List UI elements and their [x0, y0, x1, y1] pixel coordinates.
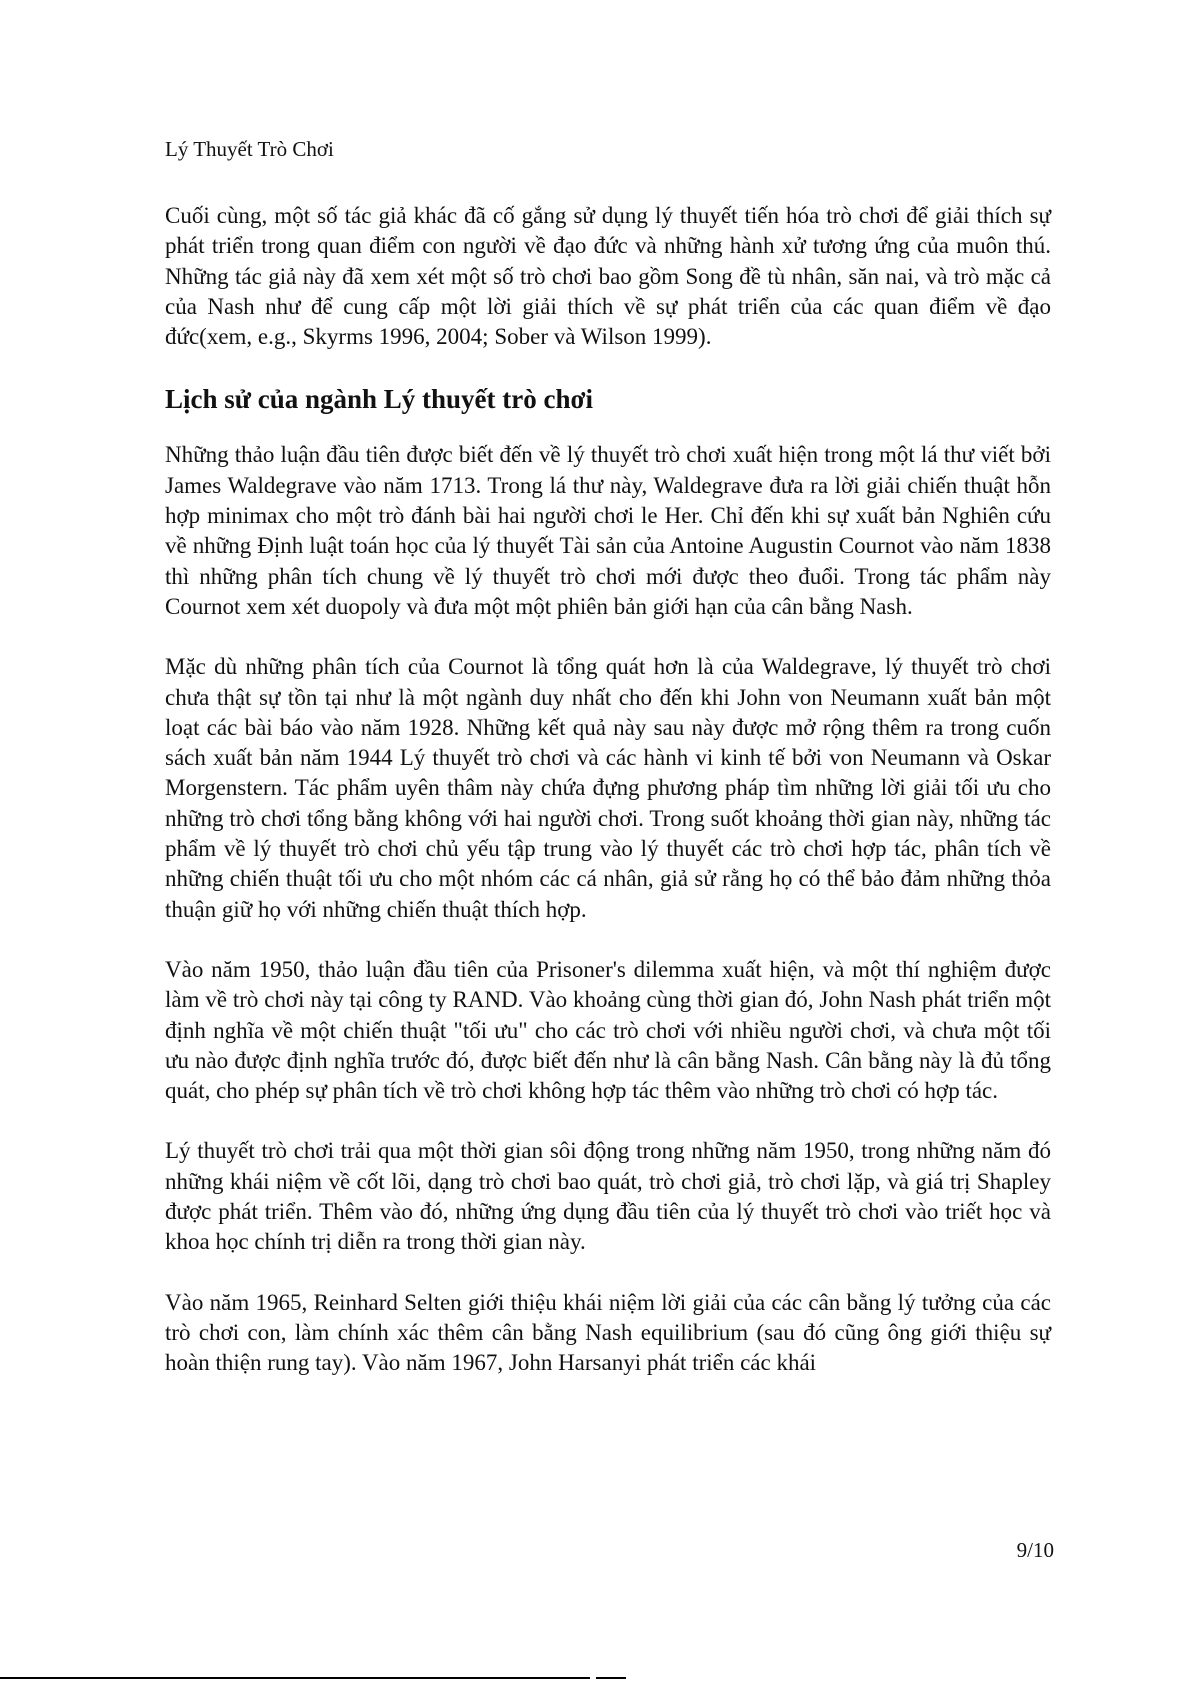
footer-rule [0, 1677, 590, 1679]
running-header: Lý Thuyết Trò Chơi [165, 137, 334, 161]
paragraph-ethics-evolution: Cuối cùng, một số tác giả khác đã cố gắng sử dụng lý thuyết tiến hóa trò chơi để giải thích sự phát triển trong quan điểm con người về đạo đức và những hành xử tương ứng của muôn thú. Những tác giả này đã xem xét một số trò chơi bao gồm Song đề tù nhân, săn nai, và trò mặc cả của Nash như để cung cấp một lời giải thích về sự phát triển của các quan điểm về đạo đức(xem, e.g., Skyrms 1996, 2004; Sober và Wilson 1999). [165, 203, 1051, 350]
paragraph-nash-1950: Vào năm 1950, thảo luận đầu tiên của Prisoner's dilemma xuất hiện, và một thí nghiệm được làm về trò chơi này tại công ty RAND. Vào khoảng cùng thời gian đó, John Nash phát triển một định nghĩa về một chiến thuật "tối ưu" cho các trò chơi với nhiều người chơi, và chưa một tối ưu nào được định nghĩa trước đó, được biết đến như là cân bằng Nash. Cân bằng này là đủ tổng quát, cho phép sự phân tích về trò chơi không hợp tác thêm vào những trò chơi có hợp tác. [165, 956, 1051, 1104]
page-number: 9/10 [1016, 1538, 1054, 1562]
paragraph-von-neumann: Mặc dù những phân tích của Cournot là tổng quát hơn là của Waldegrave, lý thuyết trò chơi chưa thật sự tồn tại như là một ngành duy nhất cho đến khi John von Neumann xuất bản một loạt các bài báo vào năm 1928. Những kết quả này sau này được mở rộng thêm ra trong cuốn sách xuất bản năm 1944 Lý thuyết trò chơi và các hành vi kinh tế bởi von Neumann và Oskar Morgenstern. Tác phẩm uyên thâm này chứa đựng phương pháp tìm những lời giải tối ưu cho những trò chơi tổng bằng không với hai người chơi. Trong suốt khoảng thời gian này, những tác phẩm về lý thuyết trò chơi chủ yếu tập trung vào lý thuyết các trò chơi hợp tác, phân tích về những chiến thuật tối ưu cho một nhóm các cá nhân, giả sử rằng họ có thể bảo đảm những thỏa thuận giữ họ với những chiến thuật thích hợp. [165, 654, 1051, 922]
paragraph-early-history: Những thảo luận đầu tiên được biết đến về lý thuyết trò chơi xuất hiện trong một lá thư viết bởi James Waldegrave vào năm 1713. Trong lá thư này, Waldegrave đưa ra lời giải chiến thuật hỗn hợp minimax cho một trò đánh bài hai người chơi le Her. Chỉ đến khi sự xuất bản Nghiên cứu về những Định luật toán học của lý thuyết Tài sản của Antoine Augustin Cournot vào năm 1838 thì những phân tích chung về lý thuyết trò chơi mới được theo đuổi. Trong tác phẩm này Cournot xem xét duopoly và đưa một một phiên bản giới hạn của cân bằng Nash. [165, 442, 1051, 619]
section-heading-history: Lịch sử của ngành Lý thuyết trò chơi [165, 384, 593, 415]
paragraph-1950s: Lý thuyết trò chơi trải qua một thời gian sôi động trong những năm 1950, trong những năm đó những khái niệm về cốt lõi, dạng trò chơi bao quát, trò chơi giả, trò chơi lặp, và giá trị Shapley được phát triển. Thêm vào đó, những ứng dụng đầu tiên của lý thuyết trò chơi vào triết học và khoa học chính trị diễn ra trong thời gian này. [165, 1138, 1051, 1255]
page-body [165, 201, 1051, 1379]
footer-rule-segment [596, 1677, 626, 1679]
paragraph-selten-harsanyi: Vào năm 1965, Reinhard Selten giới thiệu khái niệm lời giải của các cân bằng lý tưởng của các trò chơi con, làm chính xác thêm cân bằng Nash equilibrium (sau đó cũng ông giới thiệu sự hoàn thiện rung tay). Vào năm 1967, John Harsanyi phát triển các khái [165, 1289, 1051, 1376]
